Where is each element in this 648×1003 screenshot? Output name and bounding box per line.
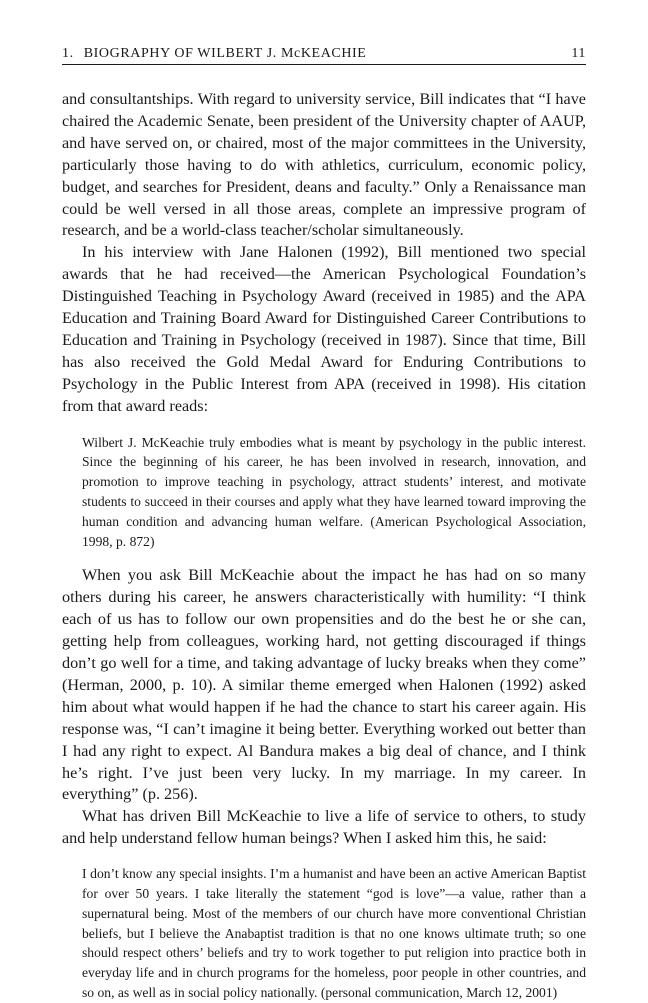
paragraph-awards: In his interview with Jane Halonen (1992), Bill mentioned two special awards that he had received—the American Psychological Foundation’s Distinguished Teaching in Psychology Award (received in 1985) and the APA Education and Training Board Award for Distinguished Career Contributions to Education and Training in Psychology (received in 1987). Since that time, Bill has also received the Gold Medal Award for Enduring Contributions to Psychology in the Public Interest from APA (received in 1998). His citation from that award reads: xyxy=(62,243,586,415)
paragraph-humility: When you ask Bill McKeachie about the impact he has had on so many others during his career, he answers characteristically with humility: “I think each of us has to follow our own propensities and do the best he or she can, getting help from colleagues, working hard, not getting discouraged if things don’t go well for a time, and taking advantage of lucky breaks when they come” (Herman, 2000, p. 10). A similar theme emerged when Halonen (1992) asked him about what would happen if he had the chance to start his career again. His response was, “I can’t imagine it being better. Everything worked out better than I had any right to expect. Al Bandura makes a big deal of chance, and I think he’s right. I’ve just been very lucky. In my marriage. In my career. In everything” (p. 256). xyxy=(62,566,586,804)
page-number: 11 xyxy=(571,46,586,61)
page-body xyxy=(62,89,586,1003)
chapter-title: BIOGRAPHY OF WILBERT J. McKEACHIE xyxy=(83,46,367,61)
block-quote-personal-communication: I don’t know any special insights. I’m a humanist and have been an active American Baptist for over 50 years. I take literally the statement “god is love”—a value, rather than a supernatural being. Most of the members of our church have more conventional Christian beliefs, but I believe the Anabaptist tradition is that no one knows ultimate truth; so one should respect others’ beliefs and try to work together to put religion into practice both in everyday life and in church programs for the homeless, poor people in other countries, and so on, as well as in social policy nationally. (personal communication, March 12, 2001) xyxy=(82,866,586,1000)
block-quote-apa-citation: Wilbert J. McKeachie truly embodies what is meant by psychology in the public interest. Since the beginning of his career, he has been involved in research, innovation, and promotion to improve teaching in psychology, attract students’ interest, and motivate students to succeed in their courses and apply what they have learned toward improving the human condition and advancing human welfare. (American Psychological Association, 1998, p. 872) xyxy=(82,434,586,549)
paragraph-service: and consultantships. With regard to university service, Bill indicates that “I have chaired the Academic Senate, been president of the University chapter of AAUP, and have served on, or chaired, most of the major committees in the University, particularly those having to do with athletics, curriculum, economic policy, budget, and searches for President, deans and faculty.” Only a Renaissance man could be well versed in all those areas, complete an impressive program of research, and be a world-class teacher/scholar simultaneously. xyxy=(62,90,586,240)
running-head-chapter xyxy=(62,46,366,62)
chapter-number: 1. xyxy=(62,46,74,61)
running-head xyxy=(62,46,586,65)
paragraph-service-question: What has driven Bill McKeachie to live a life of service to others, to study and help understand fellow human beings? When I asked him this, he said: xyxy=(62,807,586,848)
